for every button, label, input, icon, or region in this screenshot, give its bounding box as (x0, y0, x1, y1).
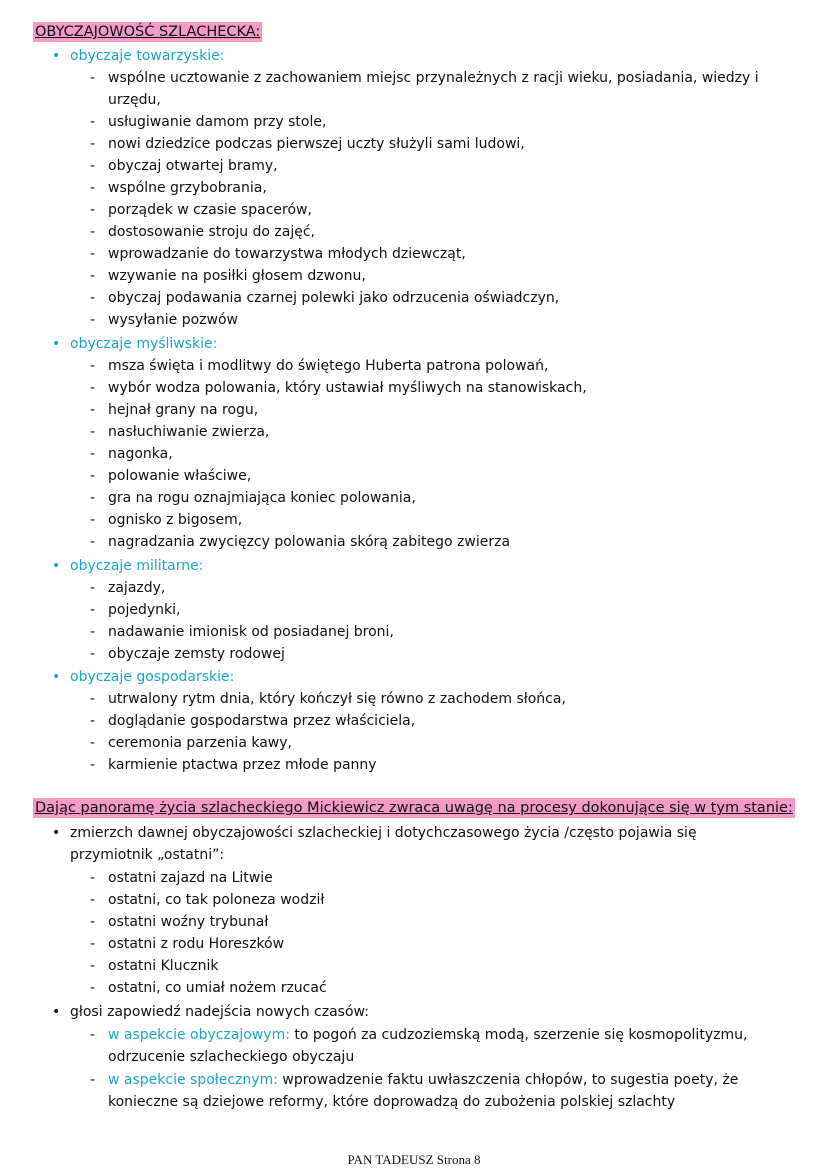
list-item: - obyczaj podawania czarnej polewki jako odrzucenia oświadczyn, (90, 290, 560, 306)
list-item: - nadawanie imionisk od posiadanej broni, (90, 624, 394, 640)
list-item-aspekt-spoleczny: - w aspekcie społecznym: wprowadzenie faktu uwłaszczenia chłopów, to sugestia poety, że konieczne są dziejowe reformy, które doprowadzą do zubożenia polskiej szlachty (90, 1072, 739, 1110)
bullet-icon: • (52, 825, 61, 841)
page-footer: PAN TADEUSZ Strona 8 (347, 1152, 481, 1167)
list-item: - ostatni z rodu Horeszków (90, 936, 285, 952)
bullet-obyczaje-militarne (52, 555, 203, 577)
bullet-nowe-czasy (52, 1001, 369, 1023)
list-item: - ostatni Klucznik (90, 958, 219, 974)
list-item: - ostatni zajazd na Litwie (90, 870, 273, 886)
bullet-label: obyczaje militarne: (70, 558, 204, 574)
list-item: - nasłuchiwanie zwierza, (90, 424, 270, 440)
list-item: - gra na rogu oznajmiająca koniec polowania, (90, 490, 416, 506)
list-item: - porządek w czasie spacerów, (90, 202, 312, 218)
list-item: - wysyłanie pozwów (90, 312, 238, 328)
list-item: - polowanie właściwe, (90, 468, 252, 484)
list-item-aspekt-obyczajowy: - w aspekcie obyczajowym: to pogoń za cudzoziemską modą, szerzenie się kosmopolityzmu, odrzucenie szlacheckiego obyczaju (90, 1027, 748, 1065)
bullet-icon: • (52, 1004, 61, 1020)
bullet-obyczaje-towarzyskie (52, 45, 224, 67)
bullet-zmierzch (52, 822, 697, 844)
bullet-label: obyczaje gospodarskie: (70, 669, 235, 685)
list-item: - zajazdy, (90, 580, 166, 596)
bullet-obyczaje-gospodarskie (52, 666, 234, 688)
list-item: - pojedynki, (90, 602, 181, 618)
aspect-text: wprowadzenie faktu uwłaszczenia chłopów, to sugestia poety, że konieczne są dziejowe reformy, które doprowadzą do zubożenia polskiej szlachty (108, 1072, 739, 1110)
list-item: - utrwalony rytm dnia, który kończył się równo z zachodem słońca, (90, 691, 566, 707)
bullet-icon: • (52, 336, 61, 352)
list-item: - nagonka, (90, 446, 173, 462)
list-item: - dostosowanie stroju do zajęć, (90, 224, 316, 240)
list-item: - hejnał grany na rogu, (90, 402, 259, 418)
section-heading-panorama: Dając panoramę życia szlacheckiego Mickiewicz zwraca uwagę na procesy dokonujące się w tym stanie: (35, 800, 793, 816)
list-item: - wspólne ucztowanie z zachowaniem miejsc przynależnych z racji wieku, posiadania, wiedzy i urzędu, (90, 70, 759, 108)
bullet-label: obyczaje myśliwskie: (70, 336, 218, 352)
list-item: - wzywanie na posiłki głosem dzwonu, (90, 268, 366, 284)
list-item: - usługiwanie damom przy stole, (90, 114, 327, 130)
aspect-text: to pogoń za cudzoziemską modą, szerzenie się kosmopolityzmu, odrzucenie szlacheckiego obyczaju (108, 1027, 748, 1065)
list-item: - ostatni, co tak poloneza wodził (90, 892, 325, 908)
bullet-icon: • (52, 558, 61, 574)
list-item: - obyczaj otwartej bramy, (90, 158, 278, 174)
bullet-text: zmierzch dawnej obyczajowości szlacheckiej i dotychczasowego życia /często pojawia się (70, 825, 697, 841)
list-item: - msza święta i modlitwy do świętego Huberta patrona polowań, (90, 358, 549, 374)
list-item: - obyczaje zemsty rodowej (90, 646, 285, 662)
list-item: - nagradzania zwycięzcy polowania skórą zabitego zwierza (90, 534, 511, 550)
list-item: - karmienie ptactwa przez młode panny (90, 757, 377, 773)
bullet-icon: • (52, 669, 61, 685)
list-item: - wspólne grzybobrania, (90, 180, 267, 196)
list-item: - ostatni woźny trybunał (90, 914, 269, 930)
bullet-text: głosi zapowiedź nadejścia nowych czasów: (70, 1004, 369, 1020)
list-item: - wprowadzanie do towarzystwa młodych dziewcząt, (90, 246, 466, 262)
aspect-label: w aspekcie społecznym: (108, 1072, 278, 1088)
aspect-label: w aspekcie obyczajowym: (108, 1027, 290, 1043)
list-item: - ognisko z bigosem, (90, 512, 243, 528)
list-item: - ceremonia parzenia kawy, (90, 735, 292, 751)
section-heading-obyczajowosc: OBYCZAJOWOŚĆ SZLACHECKA: (35, 24, 261, 40)
bullet-continuation: przymiotnik „ostatni”: (70, 847, 225, 863)
list-item: - ostatni, co umiał nożem rzucać (90, 980, 327, 996)
list-item: - nowi dziedzice podczas pierwszej uczty służyli sami ludowi, (90, 136, 525, 152)
bullet-obyczaje-mysliwskie (52, 333, 217, 355)
list-item: - wybór wodza polowania, który ustawiał myśliwych na stanowiskach, (90, 380, 587, 396)
bullet-label: obyczaje towarzyskie: (70, 48, 225, 64)
list-item: - doglądanie gospodarstwa przez właściciela, (90, 713, 416, 729)
bullet-icon: • (52, 48, 61, 64)
